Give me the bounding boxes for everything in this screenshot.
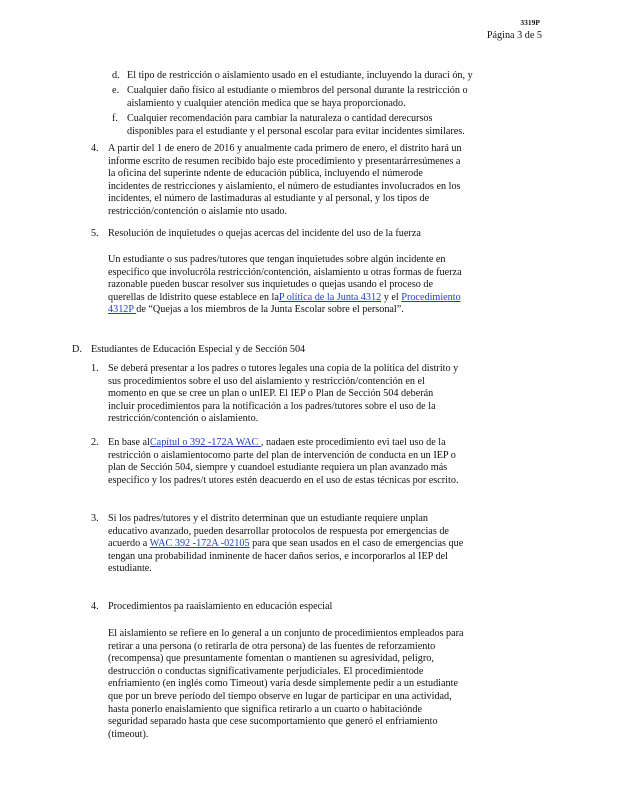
item-marker-d2: 2.: [91, 437, 99, 448]
procedure-4312p-link-part2[interactable]: 4312P: [108, 304, 137, 316]
document-code: 3319P: [520, 18, 540, 27]
item-d4-title: Procedimientos pa raaislamiento en educación especial: [108, 601, 333, 612]
item-5-body: Un estudiante o sus padres/tutores que tengan inquietudes sobre algún incidente en especifico que involucróla restricción/contención, aislamiento u otras formas de fuerza razonable pueden buscar resolver sus inquietudes o quejas usando el proceso de querellas de ldistrito quese establece en laP olítica de la Junta 4312 y el Procedimiento 4312P de “Quejas a los miembros de la Junta Escolar sobre el personal”.: [108, 254, 462, 316]
item-4-text: A partir del 1 de enero de 2016 y anualmente cada primero de enero, el distrito hará un informe escrito de resumen recibido bajo este procedimiento y presentarárresúmenes a la oficina del superinte ndente de educación pública, incluyendo el númerode incidentes de restricciones y aislamiento, el número de estudiantes involucrados en los incidentes, el número de lastimaduras al estudiante y al personal, y los tipos de restricción/contención o aislamie nto usado.: [108, 143, 462, 217]
wac-392-172a-link[interactable]: Capítul o 392 -172A WAC: [149, 437, 261, 448]
wac-392-172a-02105-link[interactable]: WAC 392 -172A -02105: [149, 538, 250, 550]
item-d3-text: Si los padres/tutores y el distrito determinan que un estudiante requiere unplan educativo avanzado, pueden desarrollar protocolos de respuesta por emergencias de acuerdo a WAC 392 -172A -02105 para que sean usados en el caso de emergencias que tengan una probabilidad inminente de hacer daños serios, e incorporarlos al IEP del estudiante.: [108, 513, 464, 575]
item-d4-body: El aislamiento se refiere en lo general a un conjunto de procedimientos empleados para retirar a una persona (o retirarla de otra persona) de las fuentes de reforzamiento (recompensa) que presuntamente fomentan o mantienen su agresividad, peligro, destrucción o conductas significativamente perjudiciales. El procedimientode enfriamiento (en inglés como Timeout) varía desde simplemente pedir a un estudiante que por un breve período del tiempo observe en lugar de participar en una actividad, hasta ponerlo enaislamiento que significa retirarlo a un cuarto o habitaciónde seguridad separado hasta que cese sucomportamiento que generó el enfriamiento (timeout).: [108, 628, 464, 740]
item-e-text: Cualquier daño físico al estudiante o miembros del personal durante la restricción o aislamiento y cualquier atención medica que se haya proporcionado.: [127, 85, 468, 109]
item-marker-d: d.: [112, 70, 120, 81]
section-marker-d: D.: [72, 344, 82, 355]
item-marker-d4: 4.: [91, 601, 99, 612]
item-d-text: El tipo de restricción o aislamiento usado en el estudiante, incluyendo la duraci ón, y: [127, 70, 473, 81]
item-marker-d1: 1.: [91, 363, 99, 374]
item-marker-d3: 3.: [91, 513, 99, 524]
item-d2-text: En base alCapítul o 392 -172A WAC , nadaen este procedimiento evi tael uso de la restricción o aislamientocomo parte del plan de intervención de conducta en un IEP o plan de Sección 504, siempre y cuandoel estudiante requiera un plan avanzado más especifico y los padres/t utores estén deacuerdo en el uso de estas técnicas por escrito.: [108, 437, 459, 486]
item-marker-5: 5.: [91, 228, 99, 239]
item-d1-text: Se deberá presentar a los padres o tutores legales una copia de la política del distrito y sus procedimientos sobre el uso del aislamiento y restricción/contención en el momento en que se cree un plan o unIEP. El IEP o Plan de Sección 504 deberán incluir procedimientos para la notificación a los padres/tutores sobre el uso de la restricción/contención o aislamiento.: [108, 363, 459, 425]
policy-4312-link[interactable]: P olítica de la Junta 4312: [278, 291, 382, 303]
item-marker-f: f.: [112, 113, 118, 124]
item-marker-e: e.: [112, 85, 120, 96]
item-5-title: Resolución de inquietudes o quejas acercas del incidente del uso de la fuerza: [108, 228, 421, 239]
procedure-4312p-link-part1[interactable]: Procedimiento: [401, 291, 461, 303]
section-d-title: Estudiantes de Educación Especial y de Sección 504: [91, 344, 306, 355]
item-marker-4: 4.: [91, 143, 99, 154]
item-f-text: Cualquier recomendación para cambiar la naturaleza o cantidad derecursos disponibles para el estudiante y el personal escolar para evitar incidentes similares.: [127, 113, 465, 137]
page-number: Página 3 de 5: [486, 30, 542, 41]
